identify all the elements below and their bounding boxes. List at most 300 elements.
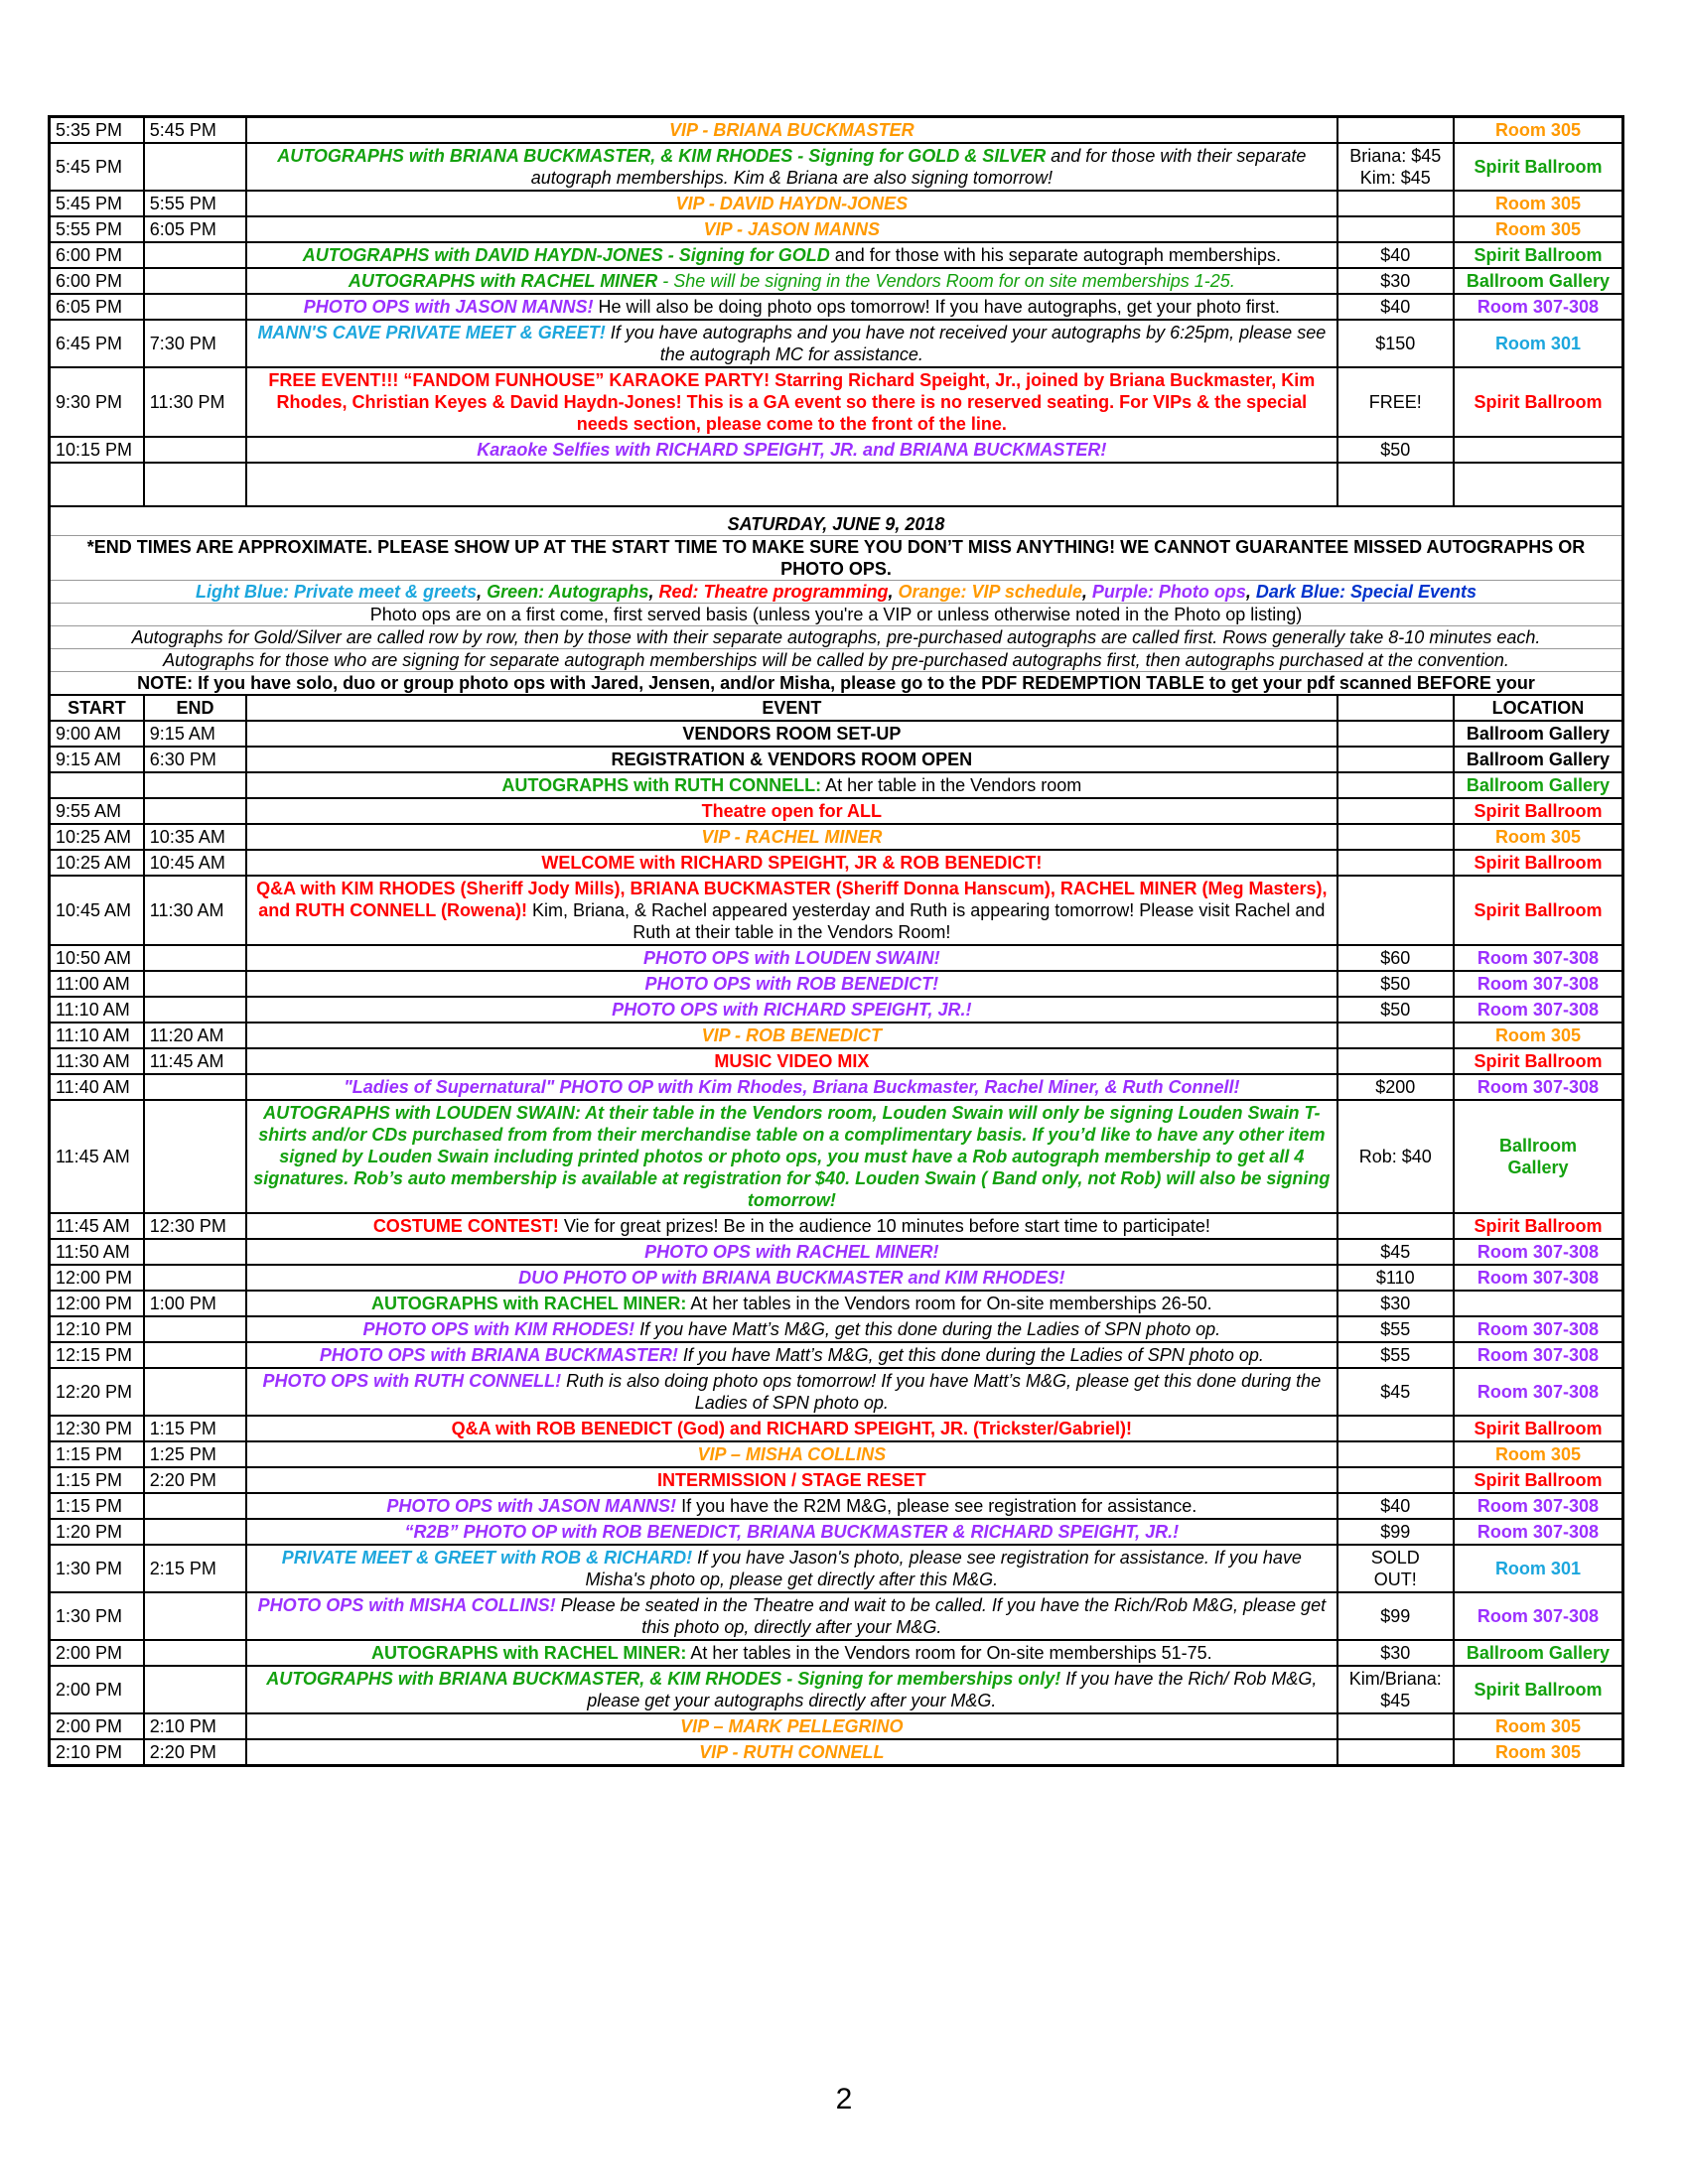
schedule-row bbox=[50, 294, 1623, 320]
start-time: 2:10 PM bbox=[50, 1739, 144, 1766]
end-time bbox=[144, 1100, 246, 1213]
event-text: VIP - ROB BENEDICT bbox=[701, 1025, 883, 1045]
price: $40 bbox=[1337, 242, 1454, 268]
start-time: 5:45 PM bbox=[50, 191, 144, 216]
schedule-row bbox=[50, 1739, 1623, 1766]
schedule-row bbox=[50, 320, 1623, 367]
event-text: If you have autographs and you have not received your autographs by 6:25pm, please see the autograph MC for assistance. bbox=[605, 323, 1327, 364]
event-text: and for those with their separate autograph memberships. Kim & Briana are also signing tomorrow! bbox=[530, 146, 1307, 188]
location: Spirit Ballroom bbox=[1454, 1213, 1623, 1239]
event-description bbox=[246, 772, 1336, 798]
location: Room 307-308 bbox=[1454, 1074, 1623, 1100]
start-time: 12:00 PM bbox=[50, 1265, 144, 1291]
start-time: 2:00 PM bbox=[50, 1640, 144, 1666]
location: Room 305 bbox=[1454, 191, 1623, 216]
notice-row bbox=[50, 536, 1623, 581]
end-time bbox=[144, 997, 246, 1023]
event-text: Kim, Briana, & Rachel appeared yesterday and Ruth is appearing tomorrow! Please visit Rachel and Ruth at their table in the Vendors Room! bbox=[526, 900, 1326, 942]
start-time: 11:45 AM bbox=[50, 1100, 144, 1213]
event-text: FREE EVENT!!! “FANDOM FUNHOUSE” KARAOKE PARTY! Starring Richard Speight, Jr., joined by Briana Buckmaster, Kim Rhodes, Christian Keyes & David Haydn-Jones! This is a GA event so there is no reserved seating. For VIPs & the special needs section, please come to the front of the line. bbox=[268, 370, 1316, 434]
legend-entry: , bbox=[1081, 582, 1092, 602]
schedule-row bbox=[50, 1416, 1623, 1441]
start-time: 10:45 AM bbox=[50, 876, 144, 945]
location: Room 307-308 bbox=[1454, 945, 1623, 971]
start-time: 11:00 AM bbox=[50, 971, 144, 997]
end-time bbox=[144, 437, 246, 463]
event-description bbox=[246, 437, 1336, 463]
end-time: 11:30 PM bbox=[144, 367, 246, 437]
schedule-row bbox=[50, 1239, 1623, 1265]
schedule-row bbox=[50, 971, 1623, 997]
event-description bbox=[246, 971, 1336, 997]
approximate-times-notice: *END TIMES ARE APPROXIMATE. PLEASE SHOW UP AT THE START TIME TO MAKE SURE YOU DON’T MISS ANYTHING! WE CANNOT GUARANTEE MISSED AUTOGRAPHS OR PHOTO OPS. bbox=[50, 536, 1623, 581]
event-description bbox=[246, 1441, 1336, 1467]
location: Room 305 bbox=[1454, 824, 1623, 850]
price bbox=[1337, 1441, 1454, 1467]
schedule-row bbox=[50, 1666, 1623, 1713]
event-text: PHOTO OPS with MISHA COLLINS! bbox=[257, 1595, 556, 1615]
schedule-row bbox=[50, 1368, 1623, 1416]
start-time: 11:50 AM bbox=[50, 1239, 144, 1265]
event-description bbox=[246, 1368, 1336, 1416]
end-time: 1:25 PM bbox=[144, 1441, 246, 1467]
location: Ballroom Gallery bbox=[1454, 772, 1623, 798]
note-row bbox=[50, 672, 1623, 696]
location: Room 301 bbox=[1454, 1545, 1623, 1592]
info-row-gold-silver bbox=[50, 626, 1623, 649]
event-text: He will also be doing photo ops tomorrow! If you have autographs, get your photo first. bbox=[593, 297, 1280, 317]
end-time: 5:45 PM bbox=[144, 117, 246, 144]
event-description bbox=[246, 945, 1336, 971]
end-time bbox=[144, 1342, 246, 1368]
day-title: SATURDAY, JUNE 9, 2018 bbox=[50, 506, 1623, 536]
event-description bbox=[246, 1640, 1336, 1666]
event-description bbox=[246, 320, 1336, 367]
schedule-row bbox=[50, 1493, 1623, 1519]
price bbox=[1337, 772, 1454, 798]
legend-entry: , bbox=[648, 582, 659, 602]
schedule-table bbox=[48, 115, 1624, 1767]
event-text: If you have the R2M M&G, please see registration for assistance. bbox=[676, 1496, 1197, 1516]
event-text: “R2B” PHOTO OP with ROB BENEDICT, BRIANA BUCKMASTER & RICHARD SPEIGHT, JR.! bbox=[404, 1522, 1180, 1542]
start-time: 1:15 PM bbox=[50, 1493, 144, 1519]
event-description bbox=[246, 1265, 1336, 1291]
event-text: MUSIC VIDEO MIX bbox=[714, 1051, 870, 1071]
event-text: PHOTO OPS with RACHEL MINER! bbox=[644, 1242, 939, 1262]
photo-ops-info: Photo ops are on a first come, first served basis (unless you're a VIP or unless otherwise noted in the Photo op listing) bbox=[50, 604, 1623, 626]
price: $50 bbox=[1337, 437, 1454, 463]
event-text: PHOTO OPS with JASON MANNS! bbox=[303, 297, 594, 317]
start-time: 9:00 AM bbox=[50, 721, 144, 747]
start-time: 2:00 PM bbox=[50, 1713, 144, 1739]
price: $40 bbox=[1337, 1493, 1454, 1519]
end-time: 6:05 PM bbox=[144, 216, 246, 242]
legend-entry: , bbox=[888, 582, 899, 602]
legend-entry: Green: Autographs bbox=[487, 582, 649, 602]
location: Room 307-308 bbox=[1454, 1368, 1623, 1416]
event-description bbox=[246, 1316, 1336, 1342]
location: Room 307-308 bbox=[1454, 1265, 1623, 1291]
event-description bbox=[246, 1416, 1336, 1441]
event-text: "Ladies of Supernatural" PHOTO OP with Kim Rhodes, Briana Buckmaster, Rachel Miner, & Ruth Connell! bbox=[344, 1077, 1240, 1097]
day-separator bbox=[50, 463, 1623, 721]
end-time bbox=[144, 945, 246, 971]
info-row-photo-ops bbox=[50, 604, 1623, 626]
event-description bbox=[246, 1739, 1336, 1766]
schedule-row bbox=[50, 1265, 1623, 1291]
event-text: MANN'S CAVE PRIVATE MEET & GREET! bbox=[257, 323, 606, 342]
header-event: EVENT bbox=[246, 695, 1336, 721]
start-time: 12:10 PM bbox=[50, 1316, 144, 1342]
event-description bbox=[246, 1713, 1336, 1739]
start-time: 6:45 PM bbox=[50, 320, 144, 367]
event-description bbox=[246, 117, 1336, 144]
schedule-row bbox=[50, 772, 1623, 798]
header-end: END bbox=[144, 695, 246, 721]
location: Room 307-308 bbox=[1454, 971, 1623, 997]
location: Room 305 bbox=[1454, 1713, 1623, 1739]
schedule-row bbox=[50, 824, 1623, 850]
location: Room 305 bbox=[1454, 1441, 1623, 1467]
event-description bbox=[246, 1213, 1336, 1239]
price: $200 bbox=[1337, 1074, 1454, 1100]
event-text: VIP - RACHEL MINER bbox=[701, 827, 883, 847]
event-text: WELCOME with RICHARD SPEIGHT, JR & ROB BENEDICT! bbox=[541, 853, 1043, 873]
location: Ballroom Gallery bbox=[1454, 1100, 1623, 1213]
schedule-row bbox=[50, 1213, 1623, 1239]
column-header-row bbox=[50, 695, 1623, 721]
event-text: DUO PHOTO OP with BRIANA BUCKMASTER and KIM RHODES! bbox=[518, 1268, 1065, 1288]
start-time: 10:15 PM bbox=[50, 437, 144, 463]
header-location: LOCATION bbox=[1454, 695, 1623, 721]
location: Spirit Ballroom bbox=[1454, 143, 1623, 191]
header-price bbox=[1337, 695, 1454, 721]
event-description bbox=[246, 216, 1336, 242]
schedule-row bbox=[50, 747, 1623, 772]
price: $99 bbox=[1337, 1592, 1454, 1640]
event-text: VIP - JASON MANNS bbox=[703, 219, 881, 239]
schedule-row bbox=[50, 1545, 1623, 1592]
event-text: Q&A with KIM RHODES (Sheriff Jody Mills), BRIANA BUCKMASTER (Sheriff Donna Hanscum), RACHEL MINER (Meg Masters), and RUTH CONNELL (Rowena)! bbox=[256, 879, 1328, 920]
location: Room 307-308 bbox=[1454, 1239, 1623, 1265]
event-description bbox=[246, 747, 1336, 772]
page-number: 2 bbox=[835, 2083, 853, 2116]
end-time: 7:30 PM bbox=[144, 320, 246, 367]
price: $60 bbox=[1337, 945, 1454, 971]
price bbox=[1337, 191, 1454, 216]
schedule-row bbox=[50, 1023, 1623, 1048]
event-text: - She will be signing in the Vendors Room for on site memberships 1-25. bbox=[662, 271, 1235, 291]
end-time bbox=[144, 772, 246, 798]
schedule-row bbox=[50, 1713, 1623, 1739]
location: Ballroom Gallery bbox=[1454, 1640, 1623, 1666]
event-text: PHOTO OPS with ROB BENEDICT! bbox=[644, 974, 939, 994]
schedule-row bbox=[50, 117, 1623, 144]
schedule-row bbox=[50, 850, 1623, 876]
location: Spirit Ballroom bbox=[1454, 1467, 1623, 1493]
price bbox=[1337, 721, 1454, 747]
price bbox=[1337, 747, 1454, 772]
legend-entry: Orange: VIP schedule bbox=[898, 582, 1082, 602]
end-time: 11:45 AM bbox=[144, 1048, 246, 1074]
location: Spirit Ballroom bbox=[1454, 798, 1623, 824]
event-description bbox=[246, 1545, 1336, 1592]
start-time bbox=[50, 772, 144, 798]
schedule-row bbox=[50, 191, 1623, 216]
location: Room 305 bbox=[1454, 1739, 1623, 1766]
start-time: 9:15 AM bbox=[50, 747, 144, 772]
legend-entry: Light Blue: Private meet & greets bbox=[195, 582, 478, 602]
price: $55 bbox=[1337, 1342, 1454, 1368]
event-text: If you have Matt’s M&G, get this done during the Ladies of SPN photo op. bbox=[677, 1345, 1264, 1365]
location bbox=[1454, 437, 1623, 463]
schedule-row bbox=[50, 1519, 1623, 1545]
schedule-row bbox=[50, 1441, 1623, 1467]
start-time: 6:05 PM bbox=[50, 294, 144, 320]
event-text: AUTOGRAPHS with RACHEL MINER bbox=[348, 271, 663, 291]
event-description bbox=[246, 850, 1336, 876]
location: Room 307-308 bbox=[1454, 1342, 1623, 1368]
start-time: 5:45 PM bbox=[50, 143, 144, 191]
gold-silver-info: Autographs for Gold/Silver are called row by row, then by those with their separate autographs, pre-purchased autographs are called first. Rows generally take 8-10 minutes each. bbox=[50, 626, 1623, 649]
event-text: PHOTO OPS with KIM RHODES! bbox=[362, 1319, 635, 1339]
end-time bbox=[144, 143, 246, 191]
end-time bbox=[144, 971, 246, 997]
end-time: 12:30 PM bbox=[144, 1213, 246, 1239]
schedule-row bbox=[50, 876, 1623, 945]
event-text: VIP - RUTH CONNELL bbox=[699, 1742, 885, 1762]
end-time: 10:45 AM bbox=[144, 850, 246, 876]
event-description bbox=[246, 1592, 1336, 1640]
event-text: At her tables in the Vendors room for On-site memberships 51-75. bbox=[686, 1643, 1212, 1663]
location: Spirit Ballroom bbox=[1454, 876, 1623, 945]
start-time: 9:30 PM bbox=[50, 367, 144, 437]
legend-row bbox=[50, 581, 1623, 604]
end-time: 11:20 AM bbox=[144, 1023, 246, 1048]
end-time bbox=[144, 1519, 246, 1545]
event-text: PHOTO OPS with BRIANA BUCKMASTER! bbox=[319, 1345, 678, 1365]
event-text: PHOTO OPS with RUTH CONNELL! bbox=[262, 1371, 562, 1391]
end-time: 1:00 PM bbox=[144, 1291, 246, 1316]
event-description bbox=[246, 876, 1336, 945]
schedule-row bbox=[50, 242, 1623, 268]
start-time: 11:30 AM bbox=[50, 1048, 144, 1074]
schedule-row bbox=[50, 437, 1623, 463]
start-time: 6:00 PM bbox=[50, 268, 144, 294]
location: Room 307-308 bbox=[1454, 1316, 1623, 1342]
start-time: 6:00 PM bbox=[50, 242, 144, 268]
blank-row bbox=[50, 463, 1623, 506]
event-description bbox=[246, 1666, 1336, 1713]
end-time: 9:15 AM bbox=[144, 721, 246, 747]
info-row-separate-autographs bbox=[50, 649, 1623, 672]
price bbox=[1337, 876, 1454, 945]
end-time: 2:20 PM bbox=[144, 1739, 246, 1766]
price bbox=[1337, 1048, 1454, 1074]
start-time: 11:45 AM bbox=[50, 1213, 144, 1239]
location: Ballroom Gallery bbox=[1454, 721, 1623, 747]
schedule-row bbox=[50, 1467, 1623, 1493]
location: Spirit Ballroom bbox=[1454, 850, 1623, 876]
price: SOLD OUT! bbox=[1337, 1545, 1454, 1592]
schedule-row bbox=[50, 721, 1623, 747]
start-time: 2:00 PM bbox=[50, 1666, 144, 1713]
schedule-row bbox=[50, 367, 1623, 437]
legend-entry: Red: Theatre programming bbox=[658, 582, 889, 602]
end-time bbox=[144, 1265, 246, 1291]
schedule-row bbox=[50, 1074, 1623, 1100]
event-text: and for those with his separate autograph memberships. bbox=[829, 245, 1281, 265]
end-time bbox=[144, 268, 246, 294]
end-time: 2:20 PM bbox=[144, 1467, 246, 1493]
start-time: 12:30 PM bbox=[50, 1416, 144, 1441]
start-time: 5:55 PM bbox=[50, 216, 144, 242]
start-time: 5:35 PM bbox=[50, 117, 144, 144]
start-time: 1:30 PM bbox=[50, 1592, 144, 1640]
day-title-row bbox=[50, 506, 1623, 536]
price: Kim/Briana: $45 bbox=[1337, 1666, 1454, 1713]
location bbox=[1454, 1291, 1623, 1316]
event-text: Theatre open for ALL bbox=[701, 801, 882, 821]
price bbox=[1337, 1739, 1454, 1766]
schedule-row bbox=[50, 216, 1623, 242]
event-description bbox=[246, 268, 1336, 294]
location: Spirit Ballroom bbox=[1454, 1416, 1623, 1441]
pdf-redemption-note: NOTE: If you have solo, duo or group photo ops with Jared, Jensen, and/or Misha, please go to the PDF REDEMPTION TABLE to get your pdf scanned BEFORE your bbox=[50, 672, 1623, 696]
event-text: Q&A with ROB BENEDICT (God) and RICHARD SPEIGHT, JR. (Trickster/Gabriel)! bbox=[451, 1419, 1133, 1438]
location: Spirit Ballroom bbox=[1454, 1666, 1623, 1713]
schedule-row bbox=[50, 997, 1623, 1023]
end-time bbox=[144, 1316, 246, 1342]
event-description bbox=[246, 143, 1336, 191]
end-time: 11:30 AM bbox=[144, 876, 246, 945]
legend-entry: , bbox=[1245, 582, 1256, 602]
event-text: PHOTO OPS with JASON MANNS! bbox=[386, 1496, 677, 1516]
start-time: 12:15 PM bbox=[50, 1342, 144, 1368]
end-time: 10:35 AM bbox=[144, 824, 246, 850]
event-text: VIP - BRIANA BUCKMASTER bbox=[669, 120, 914, 140]
end-time bbox=[144, 1592, 246, 1640]
price bbox=[1337, 117, 1454, 144]
start-time: 11:10 AM bbox=[50, 997, 144, 1023]
location: Room 307-308 bbox=[1454, 1493, 1623, 1519]
event-description bbox=[246, 191, 1336, 216]
location: Room 301 bbox=[1454, 320, 1623, 367]
end-time bbox=[144, 1666, 246, 1713]
start-time: 11:40 AM bbox=[50, 1074, 144, 1100]
event-text: Please be seated in the Theatre and wait to be called. If you have the Rich/Rob M&G, please get this photo op, directly after your M&G. bbox=[555, 1595, 1327, 1637]
location: Spirit Ballroom bbox=[1454, 1048, 1623, 1074]
start-time: 10:25 AM bbox=[50, 824, 144, 850]
start-time: 10:50 AM bbox=[50, 945, 144, 971]
schedule-row bbox=[50, 1048, 1623, 1074]
event-text: If you have Jason's photo, please see registration for assistance. If you have Misha's photo op, please get directly after this M&G. bbox=[585, 1548, 1302, 1589]
event-description bbox=[246, 1291, 1336, 1316]
start-time: 9:55 AM bbox=[50, 798, 144, 824]
end-time: 6:30 PM bbox=[144, 747, 246, 772]
event-text: VIP – MARK PELLEGRINO bbox=[680, 1716, 904, 1736]
start-time: 11:10 AM bbox=[50, 1023, 144, 1048]
end-time bbox=[144, 242, 246, 268]
price: $45 bbox=[1337, 1239, 1454, 1265]
event-text: AUTOGRAPHS with RACHEL MINER: bbox=[371, 1643, 687, 1663]
event-description bbox=[246, 824, 1336, 850]
event-description bbox=[246, 1493, 1336, 1519]
end-time: 2:10 PM bbox=[144, 1713, 246, 1739]
event-text: VIP - DAVID HAYDN-JONES bbox=[675, 194, 909, 213]
price bbox=[1337, 798, 1454, 824]
event-text: AUTOGRAPHS with BRIANA BUCKMASTER, & KIM RHODES - Signing for GOLD & SILVER bbox=[277, 146, 1047, 166]
event-description bbox=[246, 367, 1336, 437]
event-description bbox=[246, 721, 1336, 747]
end-time bbox=[144, 1640, 246, 1666]
event-description bbox=[246, 1239, 1336, 1265]
end-time bbox=[144, 1368, 246, 1416]
event-text: VENDORS ROOM SET-UP bbox=[682, 724, 902, 744]
price bbox=[1337, 1023, 1454, 1048]
schedule-row bbox=[50, 1291, 1623, 1316]
event-text: AUTOGRAPHS with RACHEL MINER: bbox=[371, 1294, 687, 1313]
end-time bbox=[144, 1239, 246, 1265]
location: Room 305 bbox=[1454, 216, 1623, 242]
header-start: START bbox=[50, 695, 144, 721]
event-text: PRIVATE MEET & GREET with ROB & RICHARD! bbox=[281, 1548, 693, 1568]
location: Room 305 bbox=[1454, 1023, 1623, 1048]
event-text: PHOTO OPS with RICHARD SPEIGHT, JR.! bbox=[612, 1000, 972, 1020]
start-time: 1:15 PM bbox=[50, 1441, 144, 1467]
schedule-row bbox=[50, 945, 1623, 971]
end-time: 1:15 PM bbox=[144, 1416, 246, 1441]
legend-entry: , bbox=[477, 582, 488, 602]
schedule-row bbox=[50, 1316, 1623, 1342]
location: Room 307-308 bbox=[1454, 997, 1623, 1023]
location: Spirit Ballroom bbox=[1454, 367, 1623, 437]
price: Rob: $40 bbox=[1337, 1100, 1454, 1213]
price: $99 bbox=[1337, 1519, 1454, 1545]
price bbox=[1337, 216, 1454, 242]
end-time bbox=[144, 1074, 246, 1100]
event-text: AUTOGRAPHS with LOUDEN SWAIN: At their table in the Vendors room, Louden Swain will only be signing Louden Swain T-shirts and/or CDs purchased from from their merchandise table on a complimentary basis. If you’d like to have any other item signed by Louden Swain including printed photos or photo ops, you must have a Rob autograph membership to get all 4 signatures. Rob’s auto membership is available at registration for $40. Louden Swain ( Band only, not Rob) will also be signing tomorrow! bbox=[253, 1103, 1331, 1210]
end-time: 2:15 PM bbox=[144, 1545, 246, 1592]
event-text: Karaoke Selfies with RICHARD SPEIGHT, JR. and BRIANA BUCKMASTER! bbox=[477, 440, 1107, 460]
start-time: 1:15 PM bbox=[50, 1467, 144, 1493]
price bbox=[1337, 850, 1454, 876]
location: Room 307-308 bbox=[1454, 294, 1623, 320]
event-description bbox=[246, 798, 1336, 824]
event-text: Ruth is also doing photo ops tomorrow! If you have Matt’s M&G, please get this done during the Ladies of SPN photo op. bbox=[561, 1371, 1322, 1413]
schedule-row bbox=[50, 798, 1623, 824]
location: Ballroom Gallery bbox=[1454, 268, 1623, 294]
event-text: REGISTRATION & VENDORS ROOM OPEN bbox=[611, 750, 973, 769]
friday-schedule-body bbox=[50, 117, 1623, 464]
price: $50 bbox=[1337, 971, 1454, 997]
price: $110 bbox=[1337, 1265, 1454, 1291]
event-text: AUTOGRAPHS with DAVID HAYDN-JONES - Signing for GOLD bbox=[302, 245, 830, 265]
price bbox=[1337, 1213, 1454, 1239]
legend-entry: Purple: Photo ops bbox=[1091, 582, 1246, 602]
event-text: AUTOGRAPHS with BRIANA BUCKMASTER, & KIM RHODES - Signing for memberships only! bbox=[266, 1669, 1061, 1689]
event-text: INTERMISSION / STAGE RESET bbox=[656, 1470, 926, 1490]
price: $30 bbox=[1337, 1640, 1454, 1666]
saturday-schedule-body bbox=[50, 721, 1623, 1766]
event-text: Vie for great prizes! Be in the audience 10 minutes before start time to participate! bbox=[558, 1216, 1210, 1236]
schedule-row bbox=[50, 1100, 1623, 1213]
event-description bbox=[246, 1048, 1336, 1074]
schedule-row bbox=[50, 1640, 1623, 1666]
end-time bbox=[144, 798, 246, 824]
end-time bbox=[144, 1493, 246, 1519]
event-description bbox=[246, 997, 1336, 1023]
